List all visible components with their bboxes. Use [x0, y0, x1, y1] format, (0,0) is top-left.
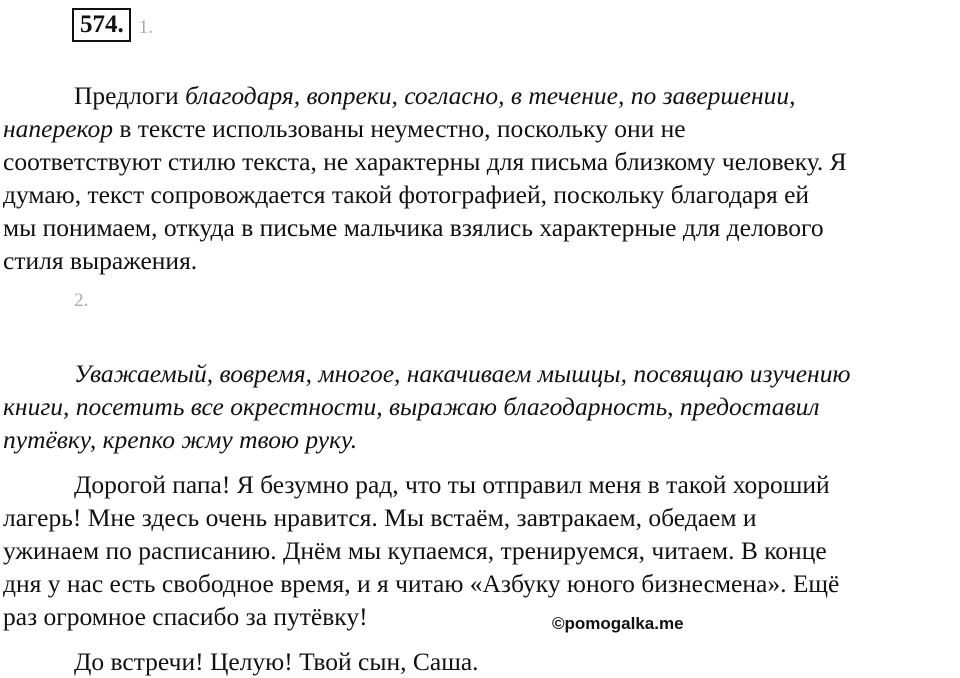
text-fragment: Предлоги — [74, 81, 186, 110]
text-line: Уважаемый, вовремя, многое, накачиваем мышцы, посвящаю изучению — [74, 359, 851, 388]
task-number: 574. — [72, 8, 131, 42]
exercise-header — [72, 8, 153, 42]
part-1-answer — [3, 79, 958, 277]
part-2-marker: 2. — [74, 290, 89, 311]
text-line: раз огромное спасибо за путёвку! — [3, 602, 368, 631]
part-2-letter — [3, 468, 958, 633]
text-line: До встречи! Целую! Твой сын, Саша. — [74, 647, 479, 676]
text-line: мы понимаем, откуда в письме мальчика взялись характерные для делового — [3, 213, 824, 242]
italic-preposition: наперекор — [3, 114, 113, 143]
text-line: Дорогой папа! Я безумно рад, что ты отправил меня в такой хороший — [74, 470, 830, 499]
text-line — [3, 79, 958, 112]
text-line: книги, посетить все окрестности, выражаю благодарность, предоставил — [3, 392, 820, 421]
text-line: думаю, текст сопровождается такой фотографией, поскольку благодаря ей — [3, 180, 810, 209]
watermark: ©pomogalka.me — [552, 614, 684, 633]
text-line: путёвку, крепко жму твою руку. — [3, 425, 358, 454]
text-line: соответствуют стилю текста, не характерны для письма близкому человеку. Я — [3, 147, 847, 176]
text-line: дня у нас есть свободное время, и я читаю «Азбуку юного бизнесмена». Ещё — [3, 569, 840, 598]
part-2-word-list — [3, 357, 958, 456]
letter-closing — [3, 645, 958, 678]
part-1-marker: 1. — [138, 17, 153, 38]
text-line: лагерь! Мне здесь очень нравится. Мы встаём, завтракаем, обедаем и — [3, 503, 757, 532]
text-line: ужинаем по расписанию. Днём мы купаемся, тренируемся, читаем. В конце — [3, 536, 827, 565]
text-line: стиля выражения. — [3, 246, 198, 275]
text-fragment: в тексте использованы неуместно, поскольку они не — [113, 114, 686, 143]
text-line — [3, 112, 958, 145]
italic-prepositions: благодаря, вопреки, согласно, в течение, по завершении, — [185, 81, 796, 110]
